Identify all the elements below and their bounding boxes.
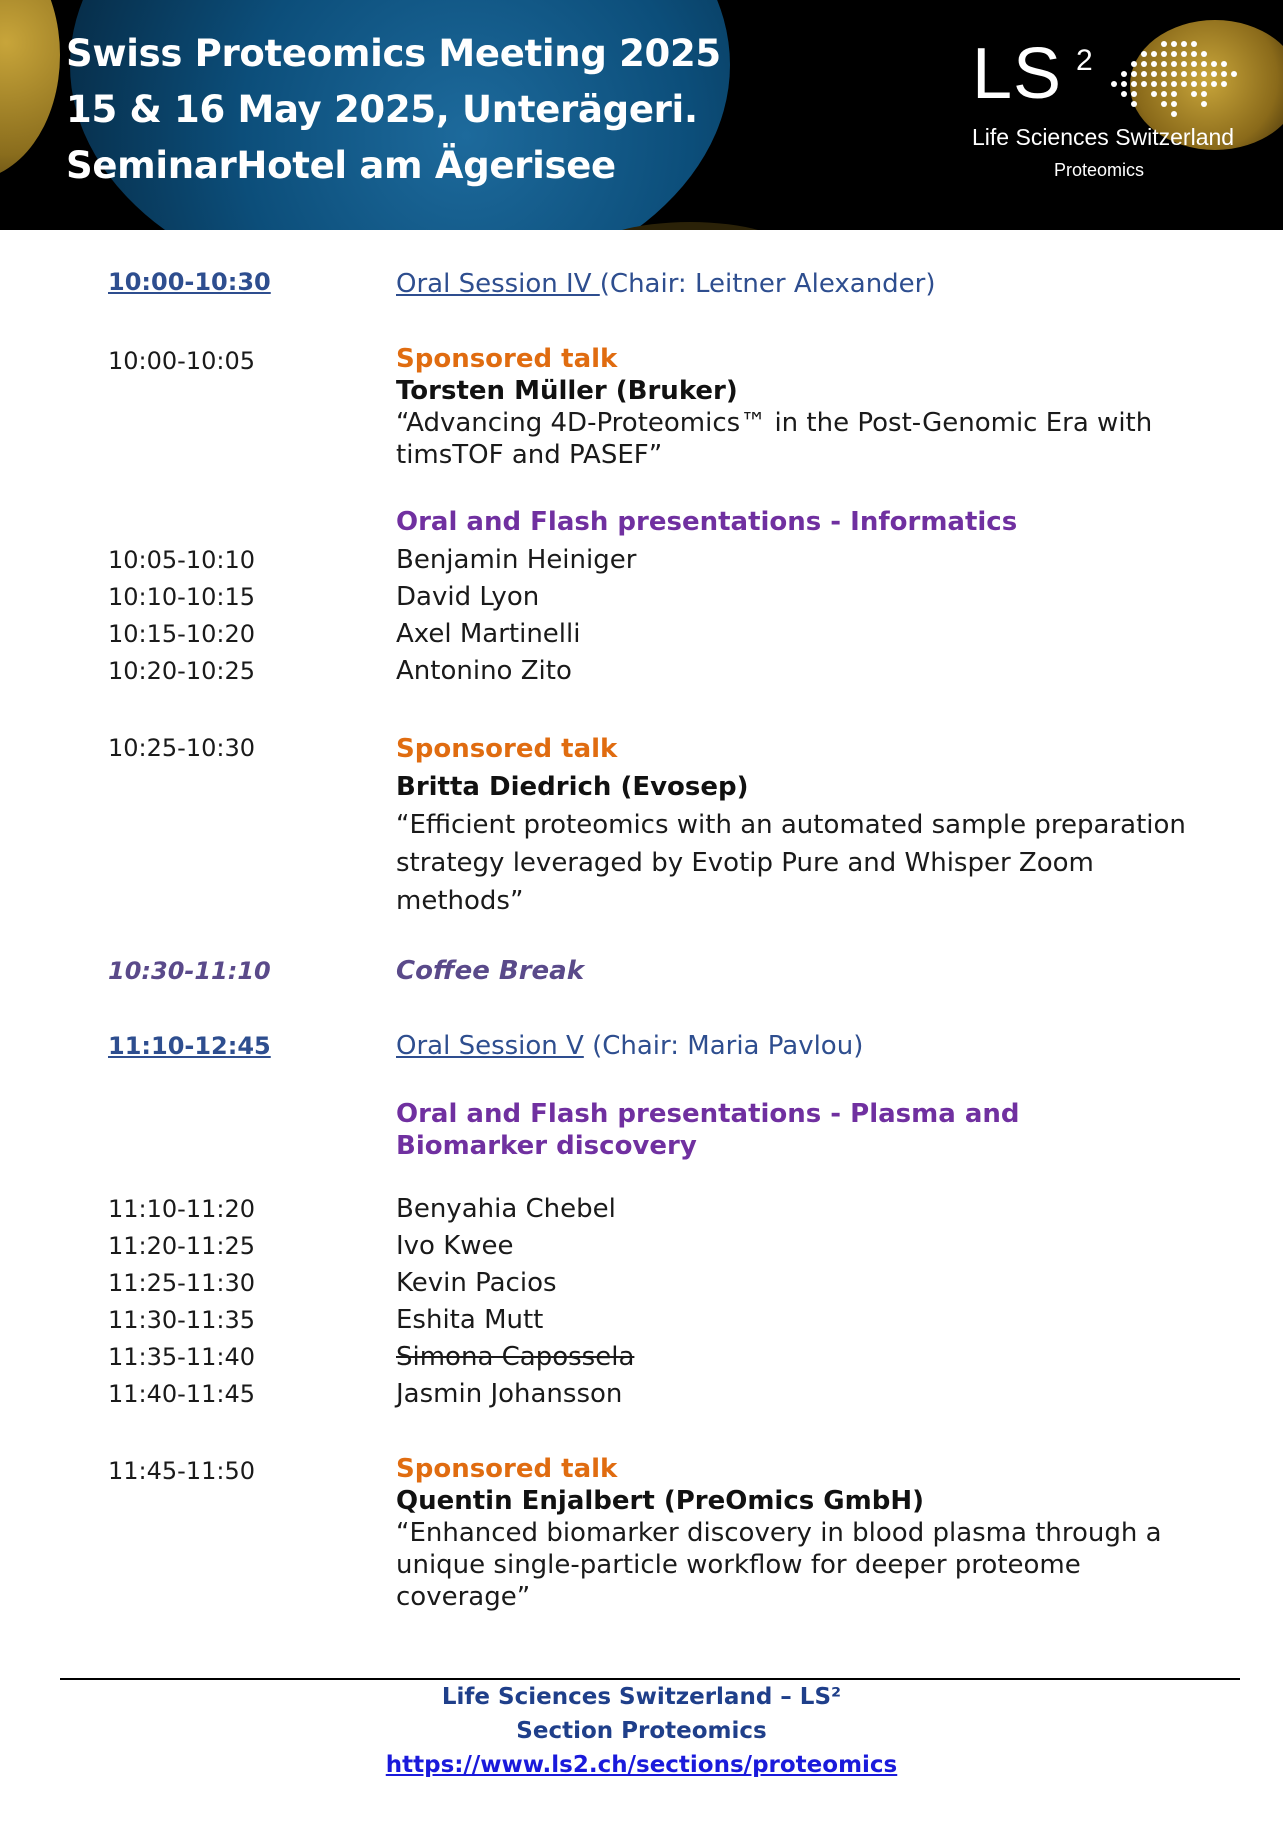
coffee-label: Coffee Break (396, 956, 585, 986)
session-chair: (Chair: Leitner Alexander) (599, 269, 936, 299)
item-time: 11:40-11:45 (108, 1380, 255, 1408)
session-title: Oral Session V (396, 1031, 584, 1061)
talk-details (396, 343, 1196, 471)
item-speaker: Axel Martinelli (396, 619, 581, 649)
item-time: 11:20-11:25 (108, 1232, 255, 1260)
logo-text: LS (972, 34, 1063, 114)
item-speaker: Antonino Zito (396, 656, 572, 686)
decorative-gold-circle (0, 0, 60, 180)
talk-title: “Advancing 4D-Proteomics™ in the Post-Genomic Era with timsTOF and PASEF” (396, 408, 1153, 470)
logo-section-name: Proteomics (1054, 160, 1145, 180)
item-speaker: Kevin Pacios (396, 1268, 557, 1298)
sponsored-label: Sponsored talk (396, 1454, 618, 1484)
coffee-time: 10:30-11:10 (108, 957, 271, 985)
talk-time: 11:45-11:50 (108, 1457, 255, 1485)
logo-organization: Life Sciences Switzerland (972, 124, 1235, 150)
talk-time: 10:25-10:30 (108, 734, 255, 762)
item-speaker: Jasmin Johansson (396, 1379, 623, 1409)
item-time: 11:30-11:35 (108, 1306, 255, 1334)
speaker-name: Britta Diedrich (Evosep) (396, 772, 749, 802)
flash-section-heading: Oral and Flash presentations - Informatics (396, 507, 1018, 537)
item-time: 11:35-11:40 (108, 1343, 255, 1371)
title-line-3: SeminarHotel am Ägerisee (66, 144, 616, 187)
item-speaker: Eshita Mutt (396, 1305, 544, 1335)
item-time: 10:15-10:20 (108, 620, 255, 648)
flash-section-heading: Oral and Flash presentations - Plasma and Biomarker discovery (396, 1099, 1020, 1161)
footer-website-link[interactable]: https://www.ls2.ch/sections/proteomics (385, 1752, 898, 1778)
talk-details (396, 1453, 1196, 1613)
item-speaker: Benjamin Heiniger (396, 545, 637, 575)
talk-title: “Enhanced biomarker discovery in blood plasma through a unique single-particle workflow for deeper proteome coverage” (396, 1518, 1162, 1612)
speaker-name: Torsten Müller (Bruker) (396, 376, 738, 406)
session-chair: (Chair: Maria Pavlou) (583, 1031, 864, 1061)
item-time: 11:10-11:20 (108, 1195, 255, 1223)
item-speaker: Ivo Kwee (396, 1231, 514, 1261)
talk-title: “Efficient proteomics with an automated sample preparation strategy leveraged by Evotip Pure and Whisper Zoom methods” (396, 810, 1186, 916)
header-banner (0, 0, 1283, 230)
session-title: Oral Session IV (396, 269, 600, 299)
footer-organization: Life Sciences Switzerland – LS² (441, 1684, 842, 1710)
item-speaker-cancelled: Simona Capossela (396, 1342, 635, 1372)
session-heading (396, 268, 1196, 300)
page-title (66, 26, 721, 194)
item-time: 10:05-10:10 (108, 546, 255, 574)
footer-divider (60, 1678, 1240, 1680)
item-time: 10:20-10:25 (108, 657, 255, 685)
session-time: 11:10-12:45 (108, 1032, 271, 1060)
footer-link-row (0, 1752, 1283, 1778)
title-line-2: 15 & 16 May 2025, Unterägeri. (66, 88, 698, 131)
logo-superscript: 2 (1076, 44, 1093, 77)
item-speaker: David Lyon (396, 582, 540, 612)
sponsored-label: Sponsored talk (396, 734, 618, 764)
talk-time: 10:00-10:05 (108, 347, 255, 375)
footer-section: Section Proteomics (516, 1718, 767, 1744)
item-time: 11:25-11:30 (108, 1269, 255, 1297)
session-heading (396, 1030, 1196, 1062)
session-time: 10:00-10:30 (108, 268, 271, 296)
title-line-1: Swiss Proteomics Meeting 2025 (66, 32, 721, 75)
item-time: 10:10-10:15 (108, 583, 255, 611)
speaker-name: Quentin Enjalbert (PreOmics GmbH) (396, 1486, 924, 1516)
sponsored-label: Sponsored talk (396, 344, 618, 374)
item-speaker: Benyahia Chebel (396, 1194, 616, 1224)
swiss-map-dots-icon (1110, 38, 1250, 118)
talk-details (396, 730, 1196, 920)
